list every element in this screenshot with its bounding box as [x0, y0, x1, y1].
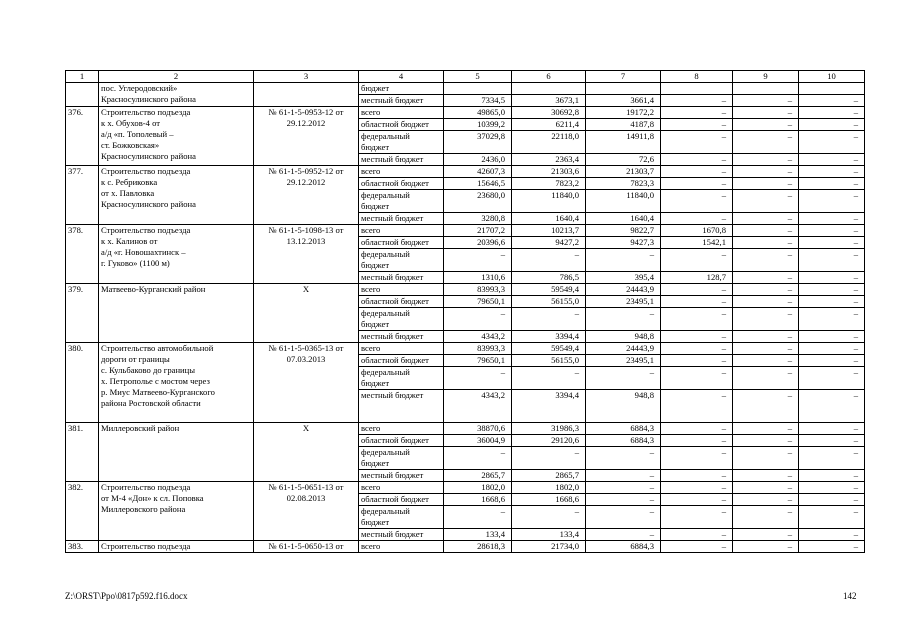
- amount-cell: –: [733, 178, 799, 190]
- header-cell: 5: [444, 71, 512, 83]
- amount-cell: 56155,0: [512, 296, 586, 308]
- amount-cell: –: [661, 447, 733, 470]
- amount-cell: –: [733, 367, 799, 390]
- amount-cell: [444, 83, 512, 95]
- amount-cell: 948,8: [586, 331, 661, 343]
- amount-cell: –: [661, 166, 733, 178]
- funding-source: областной бюджет: [359, 435, 444, 447]
- object-name: Строительство автомобильной дороги от границы с. Кульбаково до границы х. Петрополье с мостом через р. Миус Матвеево-Курганского района Ростовской области: [99, 343, 254, 423]
- amount-cell: –: [733, 225, 799, 237]
- amount-cell: –: [586, 367, 661, 390]
- amount-cell: –: [661, 107, 733, 119]
- amount-cell: –: [586, 482, 661, 494]
- amount-cell: –: [661, 541, 733, 553]
- amount-cell: 83993,3: [444, 284, 512, 296]
- funding-source: местный бюджет: [359, 331, 444, 343]
- amount-cell: 79650,1: [444, 296, 512, 308]
- funding-source: всего: [359, 541, 444, 553]
- amount-cell: –: [661, 343, 733, 355]
- amount-cell: 4343,2: [444, 331, 512, 343]
- amount-cell: 6211,4: [512, 119, 586, 131]
- row-number: 381.: [66, 423, 99, 482]
- amount-cell: –: [733, 447, 799, 470]
- funding-source: местный бюджет: [359, 529, 444, 541]
- document-number: № 61-1-5-0952-12 от 29.12.2012: [254, 166, 359, 225]
- amount-cell: –: [799, 272, 865, 284]
- amount-cell: –: [444, 249, 512, 272]
- amount-cell: –: [661, 95, 733, 107]
- amount-cell: –: [733, 494, 799, 506]
- amount-cell: –: [799, 331, 865, 343]
- amount-cell: 24443,9: [586, 343, 661, 355]
- amount-cell: 36004,9: [444, 435, 512, 447]
- amount-cell: 15646,5: [444, 178, 512, 190]
- amount-cell: –: [799, 166, 865, 178]
- header-cell: 4: [359, 71, 444, 83]
- amount-cell: –: [661, 190, 733, 213]
- amount-cell: –: [733, 355, 799, 367]
- table-row: [66, 541, 865, 553]
- amount-cell: 42607,3: [444, 166, 512, 178]
- amount-cell: –: [661, 506, 733, 529]
- table-row: [66, 83, 865, 95]
- document-number: № 61-1-5-1098-13 от 13.12.2013: [254, 225, 359, 284]
- funding-source: федеральный бюджет: [359, 447, 444, 470]
- amount-cell: 11840,0: [586, 190, 661, 213]
- amount-cell: –: [799, 190, 865, 213]
- amount-cell: 7334,5: [444, 95, 512, 107]
- amount-cell: 21303,6: [512, 166, 586, 178]
- amount-cell: –: [661, 355, 733, 367]
- amount-cell: 4343,2: [444, 390, 512, 423]
- funding-source: всего: [359, 284, 444, 296]
- amount-cell: 23680,0: [444, 190, 512, 213]
- amount-cell: –: [512, 447, 586, 470]
- amount-cell: –: [586, 470, 661, 482]
- amount-cell: –: [733, 541, 799, 553]
- amount-cell: 6884,3: [586, 423, 661, 435]
- amount-cell: –: [444, 506, 512, 529]
- amount-cell: –: [661, 131, 733, 154]
- document-number: № 61-1-5-0650-13 от: [254, 541, 359, 553]
- funding-source: федеральный бюджет: [359, 190, 444, 213]
- amount-cell: 79650,1: [444, 355, 512, 367]
- funding-source: местный бюджет: [359, 470, 444, 482]
- amount-cell: 2363,4: [512, 154, 586, 166]
- funding-source: областной бюджет: [359, 494, 444, 506]
- table-row: [66, 284, 865, 296]
- object-name: Строительство подъезда к х. Калинов от а/д «г. Новошахтинск – г. Гуково» (1100 м): [99, 225, 254, 284]
- table-row: [66, 482, 865, 494]
- amount-cell: –: [733, 131, 799, 154]
- amount-cell: [586, 83, 661, 95]
- amount-cell: –: [586, 494, 661, 506]
- row-number: 377.: [66, 166, 99, 225]
- amount-cell: –: [661, 154, 733, 166]
- amount-cell: 1670,8: [661, 225, 733, 237]
- amount-cell: –: [733, 119, 799, 131]
- amount-cell: –: [661, 470, 733, 482]
- amount-cell: 786,5: [512, 272, 586, 284]
- amount-cell: 9427,2: [512, 237, 586, 249]
- amount-cell: 10399,2: [444, 119, 512, 131]
- amount-cell: [512, 83, 586, 95]
- amount-cell: –: [799, 390, 865, 423]
- amount-cell: –: [799, 343, 865, 355]
- funding-source: всего: [359, 107, 444, 119]
- document-number: № 61-1-5-0953-12 от 29.12.2012: [254, 107, 359, 166]
- row-number: [66, 83, 99, 107]
- amount-cell: 21707,2: [444, 225, 512, 237]
- amount-cell: –: [661, 367, 733, 390]
- amount-cell: 1542,1: [661, 237, 733, 249]
- table-body: [66, 71, 865, 553]
- amount-cell: 9427,3: [586, 237, 661, 249]
- amount-cell: –: [733, 284, 799, 296]
- amount-cell: –: [799, 470, 865, 482]
- amount-cell: –: [799, 506, 865, 529]
- row-number: 378.: [66, 225, 99, 284]
- row-number: 383.: [66, 541, 99, 553]
- amount-cell: 38870,6: [444, 423, 512, 435]
- amount-cell: –: [661, 390, 733, 423]
- amount-cell: 4187,8: [586, 119, 661, 131]
- table-row: [66, 166, 865, 178]
- funding-source: федеральный бюджет: [359, 506, 444, 529]
- amount-cell: 1310,6: [444, 272, 512, 284]
- row-number: 380.: [66, 343, 99, 423]
- amount-cell: 14911,8: [586, 131, 661, 154]
- object-name: Строительство подъезда к х. Обухов-4 от а/д «п. Тополевый – ст. Божковская» Красносулинского района: [99, 107, 254, 166]
- amount-cell: –: [799, 178, 865, 190]
- amount-cell: –: [661, 178, 733, 190]
- amount-cell: 1802,0: [512, 482, 586, 494]
- funding-source: областной бюджет: [359, 296, 444, 308]
- amount-cell: –: [512, 367, 586, 390]
- amount-cell: –: [661, 284, 733, 296]
- amount-cell: –: [799, 213, 865, 225]
- header-cell: 3: [254, 71, 359, 83]
- row-number: 379.: [66, 284, 99, 343]
- amount-cell: –: [444, 308, 512, 331]
- amount-cell: –: [799, 119, 865, 131]
- amount-cell: –: [799, 423, 865, 435]
- header-row: [66, 71, 865, 83]
- amount-cell: 395,4: [586, 272, 661, 284]
- amount-cell: –: [799, 308, 865, 331]
- amount-cell: 59549,4: [512, 284, 586, 296]
- amount-cell: –: [661, 296, 733, 308]
- amount-cell: 6884,3: [586, 541, 661, 553]
- amount-cell: –: [799, 131, 865, 154]
- amount-cell: –: [799, 154, 865, 166]
- header-cell: 1: [66, 71, 99, 83]
- amount-cell: –: [733, 331, 799, 343]
- amount-cell: 7823,3: [586, 178, 661, 190]
- amount-cell: –: [733, 296, 799, 308]
- amount-cell: –: [799, 447, 865, 470]
- amount-cell: 2436,0: [444, 154, 512, 166]
- funding-source: бюджет: [359, 83, 444, 95]
- amount-cell: –: [733, 154, 799, 166]
- row-number: 376.: [66, 107, 99, 166]
- amount-cell: 1802,0: [444, 482, 512, 494]
- amount-cell: 3673,1: [512, 95, 586, 107]
- amount-cell: –: [733, 107, 799, 119]
- amount-cell: 37029,8: [444, 131, 512, 154]
- funding-source: всего: [359, 343, 444, 355]
- amount-cell: –: [799, 529, 865, 541]
- amount-cell: –: [733, 470, 799, 482]
- amount-cell: 31986,3: [512, 423, 586, 435]
- header-cell: 6: [512, 71, 586, 83]
- object-name: Матвеево-Курганский район: [99, 284, 254, 343]
- amount-cell: 11840,0: [512, 190, 586, 213]
- object-name: Миллеровский район: [99, 423, 254, 482]
- funding-source: всего: [359, 423, 444, 435]
- funding-source: областной бюджет: [359, 178, 444, 190]
- amount-cell: 1668,6: [512, 494, 586, 506]
- amount-cell: 9822,7: [586, 225, 661, 237]
- header-cell: 2: [99, 71, 254, 83]
- amount-cell: 56155,0: [512, 355, 586, 367]
- table-row: [66, 225, 865, 237]
- table-row: [66, 423, 865, 435]
- amount-cell: 10213,7: [512, 225, 586, 237]
- amount-cell: –: [733, 308, 799, 331]
- amount-cell: 133,4: [444, 529, 512, 541]
- amount-cell: –: [799, 296, 865, 308]
- amount-cell: –: [799, 237, 865, 249]
- amount-cell: –: [733, 390, 799, 423]
- amount-cell: –: [444, 367, 512, 390]
- amount-cell: 3394,4: [512, 331, 586, 343]
- amount-cell: –: [799, 355, 865, 367]
- amount-cell: –: [799, 284, 865, 296]
- table-row: [66, 107, 865, 119]
- amount-cell: –: [512, 308, 586, 331]
- amount-cell: 21303,7: [586, 166, 661, 178]
- amount-cell: –: [512, 506, 586, 529]
- amount-cell: 2865,7: [444, 470, 512, 482]
- amount-cell: 6884,3: [586, 435, 661, 447]
- amount-cell: 29120,6: [512, 435, 586, 447]
- amount-cell: –: [661, 249, 733, 272]
- amount-cell: 83993,3: [444, 343, 512, 355]
- document-number: Х: [254, 284, 359, 343]
- funding-source: местный бюджет: [359, 213, 444, 225]
- amount-cell: 49865,0: [444, 107, 512, 119]
- funding-source: всего: [359, 166, 444, 178]
- amount-cell: –: [661, 213, 733, 225]
- amount-cell: –: [733, 343, 799, 355]
- amount-cell: 7823,2: [512, 178, 586, 190]
- amount-cell: –: [733, 423, 799, 435]
- funding-source: федеральный бюджет: [359, 131, 444, 154]
- amount-cell: –: [444, 447, 512, 470]
- document-number: [254, 83, 359, 107]
- funding-source: областной бюджет: [359, 119, 444, 131]
- row-number: 382.: [66, 482, 99, 541]
- amount-cell: 23495,1: [586, 296, 661, 308]
- amount-cell: –: [586, 308, 661, 331]
- table-row: [66, 343, 865, 355]
- funding-source: федеральный бюджет: [359, 367, 444, 390]
- funding-source: федеральный бюджет: [359, 249, 444, 272]
- amount-cell: –: [661, 435, 733, 447]
- amount-cell: 3394,4: [512, 390, 586, 423]
- amount-cell: –: [586, 506, 661, 529]
- amount-cell: –: [799, 367, 865, 390]
- amount-cell: –: [733, 249, 799, 272]
- amount-cell: 22118,0: [512, 131, 586, 154]
- amount-cell: –: [661, 529, 733, 541]
- header-cell: 9: [733, 71, 799, 83]
- amount-cell: –: [661, 494, 733, 506]
- funding-source: местный бюджет: [359, 154, 444, 166]
- amount-cell: –: [799, 541, 865, 553]
- funding-source: всего: [359, 482, 444, 494]
- page-number: 142: [843, 591, 857, 601]
- amount-cell: –: [799, 107, 865, 119]
- amount-cell: –: [799, 95, 865, 107]
- amount-cell: [799, 83, 865, 95]
- header-cell: 7: [586, 71, 661, 83]
- object-name: Строительство подъезда к с. Ребриковка от х. Павловка Красносулинского района: [99, 166, 254, 225]
- amount-cell: 3280,8: [444, 213, 512, 225]
- amount-cell: –: [661, 308, 733, 331]
- file-path: Z:\ORST\Ppo\0817p592.f16.docx: [65, 591, 188, 601]
- amount-cell: –: [733, 95, 799, 107]
- amount-cell: –: [586, 529, 661, 541]
- amount-cell: –: [733, 482, 799, 494]
- funding-source: областной бюджет: [359, 355, 444, 367]
- amount-cell: 19172,2: [586, 107, 661, 119]
- amount-cell: –: [733, 166, 799, 178]
- document-number: Х: [254, 423, 359, 482]
- header-cell: 10: [799, 71, 865, 83]
- object-name: пос. Углеродовский» Красносулинского района: [99, 83, 254, 107]
- amount-cell: [661, 83, 733, 95]
- amount-cell: –: [799, 482, 865, 494]
- amount-cell: –: [661, 482, 733, 494]
- amount-cell: –: [733, 213, 799, 225]
- funding-source: местный бюджет: [359, 272, 444, 284]
- amount-cell: 59549,4: [512, 343, 586, 355]
- amount-cell: 128,7: [661, 272, 733, 284]
- document-number: № 61-1-5-0651-13 от 02.08.2013: [254, 482, 359, 541]
- amount-cell: 23495,1: [586, 355, 661, 367]
- amount-cell: –: [799, 435, 865, 447]
- amount-cell: –: [733, 190, 799, 213]
- amount-cell: 72,6: [586, 154, 661, 166]
- amount-cell: –: [733, 237, 799, 249]
- amount-cell: 133,4: [512, 529, 586, 541]
- funding-source: местный бюджет: [359, 390, 444, 423]
- amount-cell: [733, 83, 799, 95]
- header-cell: 8: [661, 71, 733, 83]
- amount-cell: 21734,0: [512, 541, 586, 553]
- amount-cell: 30692,8: [512, 107, 586, 119]
- amount-cell: –: [661, 423, 733, 435]
- amount-cell: –: [799, 249, 865, 272]
- amount-cell: 28618,3: [444, 541, 512, 553]
- amount-cell: 948,8: [586, 390, 661, 423]
- amount-cell: –: [586, 249, 661, 272]
- object-name: Строительство подъезда: [99, 541, 254, 553]
- amount-cell: –: [586, 447, 661, 470]
- amount-cell: –: [661, 331, 733, 343]
- amount-cell: –: [733, 506, 799, 529]
- amount-cell: –: [733, 272, 799, 284]
- amount-cell: 1640,4: [586, 213, 661, 225]
- document-number: № 61-1-5-0365-13 от 07.03.2013: [254, 343, 359, 423]
- amount-cell: 1640,4: [512, 213, 586, 225]
- amount-cell: –: [733, 435, 799, 447]
- funding-source: областной бюджет: [359, 237, 444, 249]
- amount-cell: –: [661, 119, 733, 131]
- object-name: Строительство подъезда от М-4 «Дон» к сл. Поповка Миллеровского района: [99, 482, 254, 541]
- amount-cell: 1668,6: [444, 494, 512, 506]
- amount-cell: –: [799, 494, 865, 506]
- budget-table: [65, 70, 865, 553]
- amount-cell: –: [733, 529, 799, 541]
- amount-cell: 24443,9: [586, 284, 661, 296]
- funding-source: местный бюджет: [359, 95, 444, 107]
- amount-cell: –: [512, 249, 586, 272]
- funding-source: всего: [359, 225, 444, 237]
- amount-cell: 2865,7: [512, 470, 586, 482]
- amount-cell: 3661,4: [586, 95, 661, 107]
- funding-source: федеральный бюджет: [359, 308, 444, 331]
- amount-cell: –: [799, 225, 865, 237]
- amount-cell: 20396,6: [444, 237, 512, 249]
